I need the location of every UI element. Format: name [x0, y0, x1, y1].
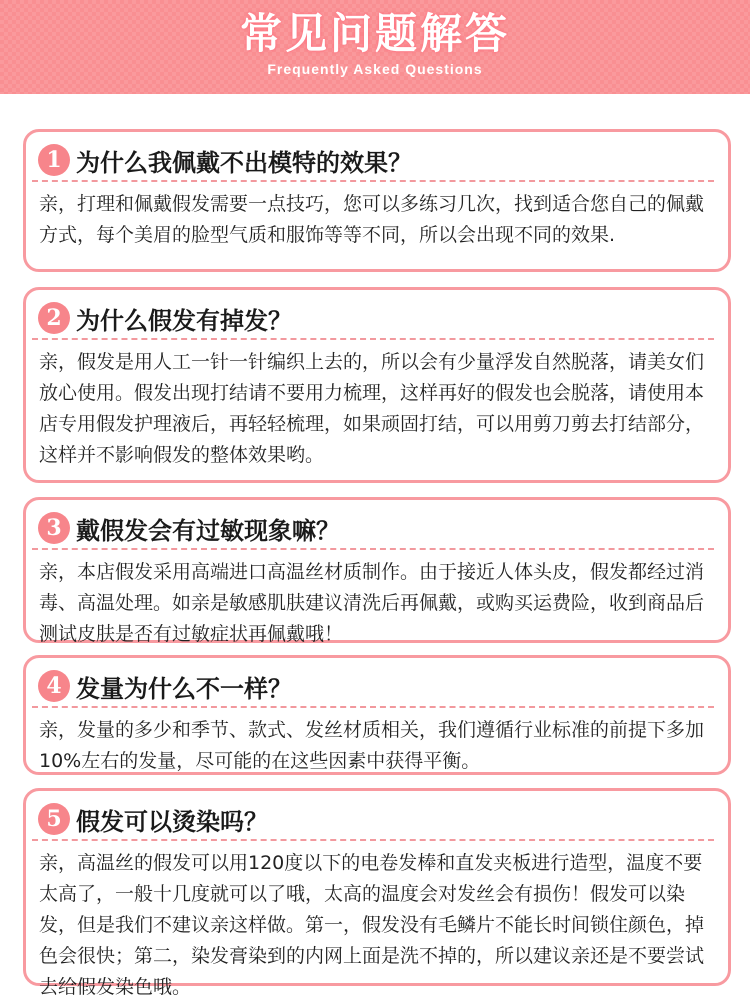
question-row [38, 300, 292, 336]
question-text: 假发可以烫染吗？ [76, 807, 268, 836]
answer-text: 亲，本店假发采用高端进口高温丝材质制作。由于接近人体头皮，假发都经过消毒、高温处理。如亲是敏感肌肤建议清洗后再佩戴，或购买运费险，收到商品后测试皮肤是否有过敏症状再佩戴哦！ [39, 561, 705, 645]
faq-item-5 [23, 788, 731, 998]
answer-text: 亲，发量的多少和季节、款式、发丝材质相关，我们遵循行业标准的前提下多加10%左右的发量，尽可能的在这些因素中获得平衡。 [39, 719, 705, 772]
question-row [38, 668, 292, 704]
question-text: 为什么我佩戴不出模特的效果？ [76, 148, 412, 177]
faq-item-1 [23, 129, 731, 272]
dashed-divider [32, 548, 714, 550]
header-title: 常见问题解答 [239, 9, 510, 58]
number-badge: 1 [38, 144, 70, 176]
dashed-divider [32, 839, 714, 841]
number-badge: 4 [38, 670, 70, 702]
question-row [38, 142, 412, 178]
question-text: 为什么假发有掉发？ [76, 306, 292, 335]
answer-text: 亲，假发是用人工一针一针编织上去的，所以会有少量浮发自然脱落，请美女们放心使用。假发出现打结请不要用力梳理，这样再好的假发也会脱落，请使用本店专用假发护理液后，再轻轻梳理，如果顽固打结，可以用剪刀剪去打结部分，这样并不影响假发的整体效果哟。 [39, 351, 705, 466]
number-badge: 5 [38, 803, 70, 835]
question-text: 发量为什么不一样？ [76, 674, 292, 703]
answer-text: 亲，高温丝的假发可以用120度以下的电卷发棒和直发夹板进行造型，温度不要太高了，一般十几度就可以了哦，太高的温度会对发丝会有损伤！假发可以染发，但是我们不建议亲这样做。第一，假发没有毛鳞片不能长时间锁住颜色，掉色会很快；第二，染发膏染到的内网上面是洗不掉的，所以建议亲还是不要尝试去给假发染色哦。 [39, 852, 705, 998]
question-text: 戴假发会有过敏现象嘛？ [76, 516, 340, 545]
faq-item-2 [23, 287, 731, 483]
number-badge: 2 [38, 302, 70, 334]
dashed-divider [32, 706, 714, 708]
dashed-divider [32, 180, 714, 182]
question-row [38, 510, 340, 546]
faq-header [0, 0, 750, 94]
header-subtitle: Frequently Asked Questions [267, 61, 483, 77]
number-badge: 3 [38, 512, 70, 544]
question-row [38, 801, 268, 837]
faq-item-3 [23, 497, 731, 643]
dashed-divider [32, 338, 714, 340]
faq-item-4 [23, 655, 731, 775]
answer-text: 亲，打理和佩戴假发需要一点技巧，您可以多练习几次，找到适合您自己的佩戴方式，每个美眉的脸型气质和服饰等等不同，所以会出现不同的效果. [39, 193, 705, 246]
